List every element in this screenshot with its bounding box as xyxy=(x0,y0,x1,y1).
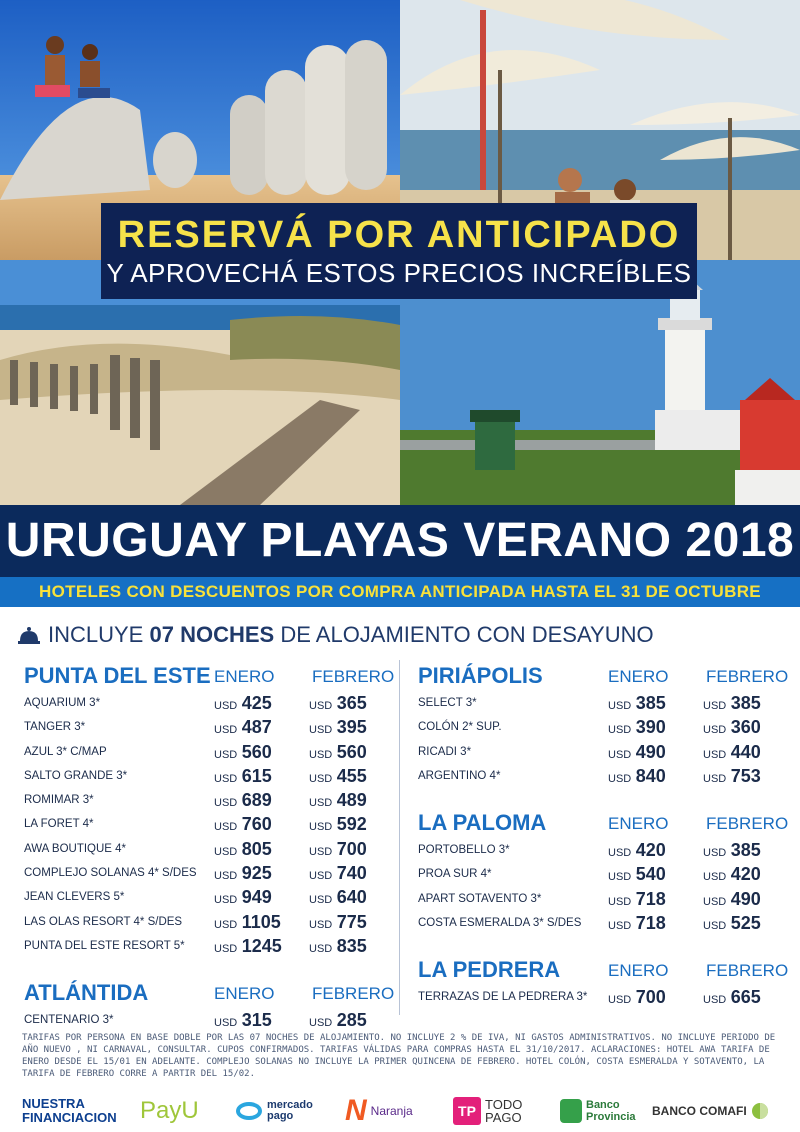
hotel-name: TANGER 3* xyxy=(24,721,86,734)
month-label-enero: ENERO xyxy=(608,667,669,686)
includes-line xyxy=(18,620,798,650)
price-value: 840 xyxy=(635,765,666,786)
price-value: 425 xyxy=(241,693,272,713)
hotel-row xyxy=(418,838,788,862)
hotel-name: TERRAZAS DE LA PEDRERA 3* xyxy=(418,991,588,1004)
hotel-row xyxy=(24,715,394,739)
hotel-row xyxy=(24,910,394,934)
price-enero xyxy=(214,693,272,714)
section-la-pedrera xyxy=(418,955,788,1009)
price-value: 525 xyxy=(730,913,761,934)
hotel-name: JEAN CLEVERS 5* xyxy=(24,891,125,904)
price-enero xyxy=(214,839,272,860)
hotel-row xyxy=(24,861,394,885)
currency-label: USD xyxy=(309,772,333,785)
mercado-line2: pago xyxy=(267,1110,294,1122)
month-label-enero: ENERO xyxy=(214,984,275,1004)
hotel-row xyxy=(418,911,788,935)
price-febrero xyxy=(703,889,761,910)
hotel-name: SALTO GRANDE 3* xyxy=(24,769,128,782)
price-value: 420 xyxy=(635,840,666,861)
price-febrero xyxy=(309,790,367,811)
price-value: 1245 xyxy=(241,935,282,956)
price-enero xyxy=(608,717,666,738)
hotel-name: RICADI 3* xyxy=(418,745,472,758)
price-febrero xyxy=(703,742,761,763)
currency-label: USD xyxy=(309,700,333,712)
month-label-febrero: FEBRERO xyxy=(706,667,789,686)
discount-subtitle: HOTELES CON DESCUENTOS POR COMPRA ANTICIPADA HASTA EL 31 DE OCTUBRE xyxy=(0,577,800,607)
currency-label: USD xyxy=(309,724,333,737)
price-enero xyxy=(608,913,666,934)
hotel-row xyxy=(24,885,394,909)
price-value: 640 xyxy=(336,887,367,908)
price-enero xyxy=(214,766,272,787)
section-header xyxy=(418,808,788,838)
currency-label: USD xyxy=(214,870,238,883)
column-divider xyxy=(399,660,400,1015)
price-value: 700 xyxy=(635,987,666,1008)
price-febrero xyxy=(309,693,367,714)
currency-label: USD xyxy=(703,895,727,908)
price-value: 285 xyxy=(336,1010,367,1031)
currency-label: USD xyxy=(608,847,632,860)
currency-label: USD xyxy=(309,748,333,761)
currency-label: USD xyxy=(214,1017,238,1030)
currency-label: USD xyxy=(703,748,727,761)
provincia-line2: Provincia xyxy=(586,1111,636,1123)
currency-label: USD xyxy=(214,748,238,761)
hotel-row xyxy=(24,691,394,715)
price-value: 835 xyxy=(336,935,367,956)
currency-label: USD xyxy=(214,845,238,858)
mercado-line1: mercado xyxy=(267,1099,313,1111)
price-value: 487 xyxy=(241,717,272,738)
logo-banco-comafi xyxy=(652,1090,769,1132)
includes-pre: INCLUYE xyxy=(48,622,144,647)
price-value: 440 xyxy=(730,741,761,762)
hotel-row xyxy=(418,764,788,788)
hotel-row xyxy=(24,788,394,812)
price-value: 718 xyxy=(635,913,666,934)
todopago-line2: PAGO xyxy=(485,1110,522,1125)
hotel-name: AWA BOUTIQUE 4* xyxy=(24,842,127,855)
price-value: 1105 xyxy=(241,911,281,932)
hotel-name: ARGENTINO 4* xyxy=(418,769,501,782)
month-label-enero: ENERO xyxy=(608,961,669,981)
price-febrero xyxy=(703,987,761,1008)
price-febrero xyxy=(309,1010,367,1031)
includes-post: DE ALOJAMIENTO CON DESAYUNO xyxy=(280,622,654,647)
hotel-name: LAS OLAS RESORT 4* S/DES xyxy=(24,915,183,928)
currency-label: USD xyxy=(608,994,632,1007)
section-title: PUNTA DEL ESTE xyxy=(24,663,211,688)
price-value: 540 xyxy=(635,864,666,885)
price-febrero xyxy=(309,814,367,835)
section-piriapolis xyxy=(418,661,788,788)
currency-label: USD xyxy=(214,797,238,810)
price-value: 615 xyxy=(241,765,272,786)
hotel-name: COMPLEJO SOLANAS 4* S/DES xyxy=(24,867,197,880)
provincia-icon xyxy=(560,1099,582,1123)
price-value: 365 xyxy=(336,693,367,713)
price-value: 592 xyxy=(336,814,367,835)
currency-label: USD xyxy=(703,994,727,1007)
logo-payu xyxy=(140,1090,199,1132)
currency-label: USD xyxy=(214,918,238,931)
currency-label: USD xyxy=(214,724,238,737)
hotel-row xyxy=(418,740,788,764)
price-enero xyxy=(214,790,272,811)
price-value: 775 xyxy=(336,911,367,932)
price-febrero xyxy=(309,742,367,763)
price-value: 665 xyxy=(730,987,761,1008)
price-enero xyxy=(608,987,666,1008)
section-title: LA PALOMA xyxy=(418,810,547,836)
currency-label: USD xyxy=(309,821,333,834)
price-febrero xyxy=(703,717,761,738)
month-label-enero: ENERO xyxy=(608,814,669,834)
currency-label: USD xyxy=(214,772,238,785)
section-header xyxy=(418,955,788,985)
hotel-name: LA FORET 4* xyxy=(24,818,94,831)
section-header xyxy=(418,661,788,691)
price-enero xyxy=(608,693,666,714)
section-header xyxy=(24,978,394,1008)
price-febrero xyxy=(309,863,367,884)
logo-banco-provincia xyxy=(560,1090,636,1132)
promo-banner xyxy=(101,203,697,299)
price-febrero xyxy=(309,887,367,908)
price-febrero xyxy=(309,717,367,738)
price-value: 385 xyxy=(730,693,761,713)
currency-label: USD xyxy=(309,894,333,907)
hotel-name: AZUL 3* C/MAP xyxy=(24,745,107,758)
hotel-row xyxy=(418,862,788,886)
section-atlantida xyxy=(24,978,394,1032)
price-value: 560 xyxy=(241,741,272,762)
price-value: 490 xyxy=(730,888,761,909)
hotel-row xyxy=(24,740,394,764)
hotel-row xyxy=(418,887,788,911)
currency-label: USD xyxy=(608,700,632,712)
price-enero xyxy=(214,1010,272,1031)
hotel-name: APART SOTAVENTO 3* xyxy=(418,892,542,905)
financiacion-line1: NUESTRA xyxy=(22,1096,85,1111)
price-value: 689 xyxy=(241,790,272,811)
section-header xyxy=(24,661,394,691)
hotel-name: PROA SUR 4* xyxy=(418,868,492,881)
logo-mercado-pago xyxy=(235,1090,313,1132)
hotel-row xyxy=(24,934,394,958)
hotel-name: CENTENARIO 3* xyxy=(24,1014,114,1027)
logo-todo-pago xyxy=(453,1090,522,1132)
section-title: PIRIÁPOLIS xyxy=(418,663,543,688)
price-value: 490 xyxy=(635,741,666,762)
section-title: ATLÁNTIDA xyxy=(24,980,149,1006)
currency-label: USD xyxy=(309,870,333,883)
page-title: URUGUAY PLAYAS VERANO 2018 xyxy=(0,505,800,577)
hotel-name: COLÓN 2* SUP. xyxy=(418,721,502,734)
promo-subheadline: Y APROVECHÁ ESTOS PRECIOS INCREÍBLES xyxy=(106,258,692,288)
todopago-icon: TP xyxy=(453,1097,481,1125)
price-enero xyxy=(608,889,666,910)
price-value: 315 xyxy=(241,1010,272,1031)
price-value: 718 xyxy=(635,888,666,909)
promo-headline: RESERVÁ POR ANTICIPADO xyxy=(117,214,681,256)
financiacion-line2: FINANCIACION xyxy=(22,1110,117,1125)
left-price-column xyxy=(24,661,394,1033)
hotel-row xyxy=(418,715,788,739)
currency-label: USD xyxy=(608,748,632,761)
price-enero xyxy=(608,840,666,861)
currency-label: USD xyxy=(703,700,727,712)
section-la-paloma xyxy=(418,808,788,935)
currency-label: USD xyxy=(608,871,632,884)
price-value: 700 xyxy=(336,838,367,859)
price-enero xyxy=(214,717,272,738)
logo-naranja xyxy=(345,1090,413,1132)
currency-label: USD xyxy=(608,895,632,908)
price-value: 753 xyxy=(730,765,761,786)
price-febrero xyxy=(309,839,367,860)
currency-label: USD xyxy=(214,894,238,907)
price-value: 385 xyxy=(730,840,761,861)
price-febrero xyxy=(703,693,761,714)
hotel-name: ROMIMAR 3* xyxy=(24,794,94,807)
provincia-line1: Banco xyxy=(586,1099,620,1111)
hotel-name: COSTA ESMERALDA 3* S/DES xyxy=(418,917,582,930)
currency-label: USD xyxy=(214,821,238,834)
currency-label: USD xyxy=(309,845,333,858)
month-label-febrero: FEBRERO xyxy=(706,961,789,981)
price-value: 925 xyxy=(241,863,272,884)
hotel-name: PORTOBELLO 3* xyxy=(418,844,510,857)
bell-icon xyxy=(18,625,40,645)
todopago-line1: TODO xyxy=(485,1097,523,1112)
currency-label: USD xyxy=(703,871,727,884)
price-febrero xyxy=(703,840,761,861)
hotel-row xyxy=(24,837,394,861)
payu-text: PayU xyxy=(140,1097,199,1124)
price-enero xyxy=(608,742,666,763)
month-label-enero: ENERO xyxy=(214,667,275,686)
price-febrero xyxy=(703,864,761,885)
payment-logos xyxy=(0,1090,800,1132)
hotel-row xyxy=(418,691,788,715)
price-febrero xyxy=(703,766,761,787)
price-enero xyxy=(608,864,666,885)
section-punta-del-este xyxy=(24,661,394,958)
price-value: 395 xyxy=(336,717,367,738)
price-enero xyxy=(608,766,666,787)
hotel-name: AQUARIUM 3* xyxy=(24,697,101,709)
price-value: 455 xyxy=(336,765,367,786)
price-value: 760 xyxy=(241,814,272,835)
currency-label: USD xyxy=(608,920,632,933)
price-value: 489 xyxy=(336,790,367,811)
currency-label: USD xyxy=(214,942,238,955)
naranja-text: Naranja xyxy=(370,1104,413,1118)
handshake-icon xyxy=(235,1101,263,1121)
hotel-row xyxy=(24,1008,394,1032)
month-label-febrero: FEBRERO xyxy=(706,814,789,834)
currency-label: USD xyxy=(309,797,333,810)
price-enero xyxy=(214,814,272,835)
price-enero xyxy=(214,863,272,884)
comafi-circle-icon xyxy=(751,1102,769,1120)
month-label-febrero: FEBRERO xyxy=(312,984,395,1004)
currency-label: USD xyxy=(703,724,727,737)
currency-label: USD xyxy=(703,920,727,933)
hotel-row xyxy=(24,764,394,788)
currency-label: USD xyxy=(608,772,632,785)
comafi-text: BANCO COMAFI xyxy=(652,1104,747,1118)
price-value: 390 xyxy=(635,717,666,738)
price-enero xyxy=(214,936,282,957)
price-enero xyxy=(214,742,272,763)
section-title: LA PEDRERA xyxy=(418,957,561,983)
price-febrero xyxy=(309,766,367,787)
currency-label: USD xyxy=(608,724,632,737)
price-febrero xyxy=(309,936,367,957)
price-febrero xyxy=(703,913,761,934)
logo-nuestra-financiacion xyxy=(22,1090,117,1132)
price-enero xyxy=(214,887,272,908)
naranja-n-icon: N xyxy=(345,1094,367,1127)
currency-label: USD xyxy=(309,918,333,931)
price-value: 949 xyxy=(241,887,272,908)
currency-label: USD xyxy=(703,772,727,785)
price-value: 560 xyxy=(336,741,367,762)
price-value: 360 xyxy=(730,717,761,738)
price-febrero xyxy=(309,912,367,933)
currency-label: USD xyxy=(214,700,238,712)
includes-nights: 07 NOCHES xyxy=(149,622,275,647)
fine-print: TARIFAS POR PERSONA EN BASE DOBLE POR LAS 07 NOCHES DE ALOJAMIENTO. NO INCLUYE 2 % DE IVA, NI GASTOS ADMINISTRATIVOS. NO INCLUYE PERIODO DE AÑO NUEVO , NI CARNAVAL, CONSULTAR. CUPOS CONFIRMADOS. TARIFAS VÁLIDAS PARA COMPRAS HASTA EL 31/10/2017. ACLARACIONES: HOTEL AWA TARIFA DE ENERO DESDE EL 15/01 EN ADELANTE. COMPLEJO SOLANAS NO INCLUYE LA PRIMER QUINCENA DE FEBRERO. HOTEL COLÓN, COSTA ESMERALDA Y SOTAVENTO, LA TARIFA DE FEBRERO CORRE A PARTIR DEL 15/02. xyxy=(22,1033,776,1079)
price-value: 420 xyxy=(730,864,761,885)
currency-label: USD xyxy=(309,1017,333,1030)
month-label-febrero: FEBRERO xyxy=(312,667,395,686)
price-value: 805 xyxy=(241,838,272,859)
hotel-name: PUNTA DEL ESTE RESORT 5* xyxy=(24,939,185,952)
currency-label: USD xyxy=(703,847,727,860)
hotel-row xyxy=(24,812,394,836)
currency-label: USD xyxy=(309,942,333,955)
right-price-column xyxy=(418,661,788,1010)
price-value: 385 xyxy=(635,693,666,713)
hotel-row xyxy=(418,985,788,1009)
price-value: 740 xyxy=(336,863,367,884)
hotel-name: SELECT 3* xyxy=(418,697,477,709)
price-enero xyxy=(214,912,281,933)
